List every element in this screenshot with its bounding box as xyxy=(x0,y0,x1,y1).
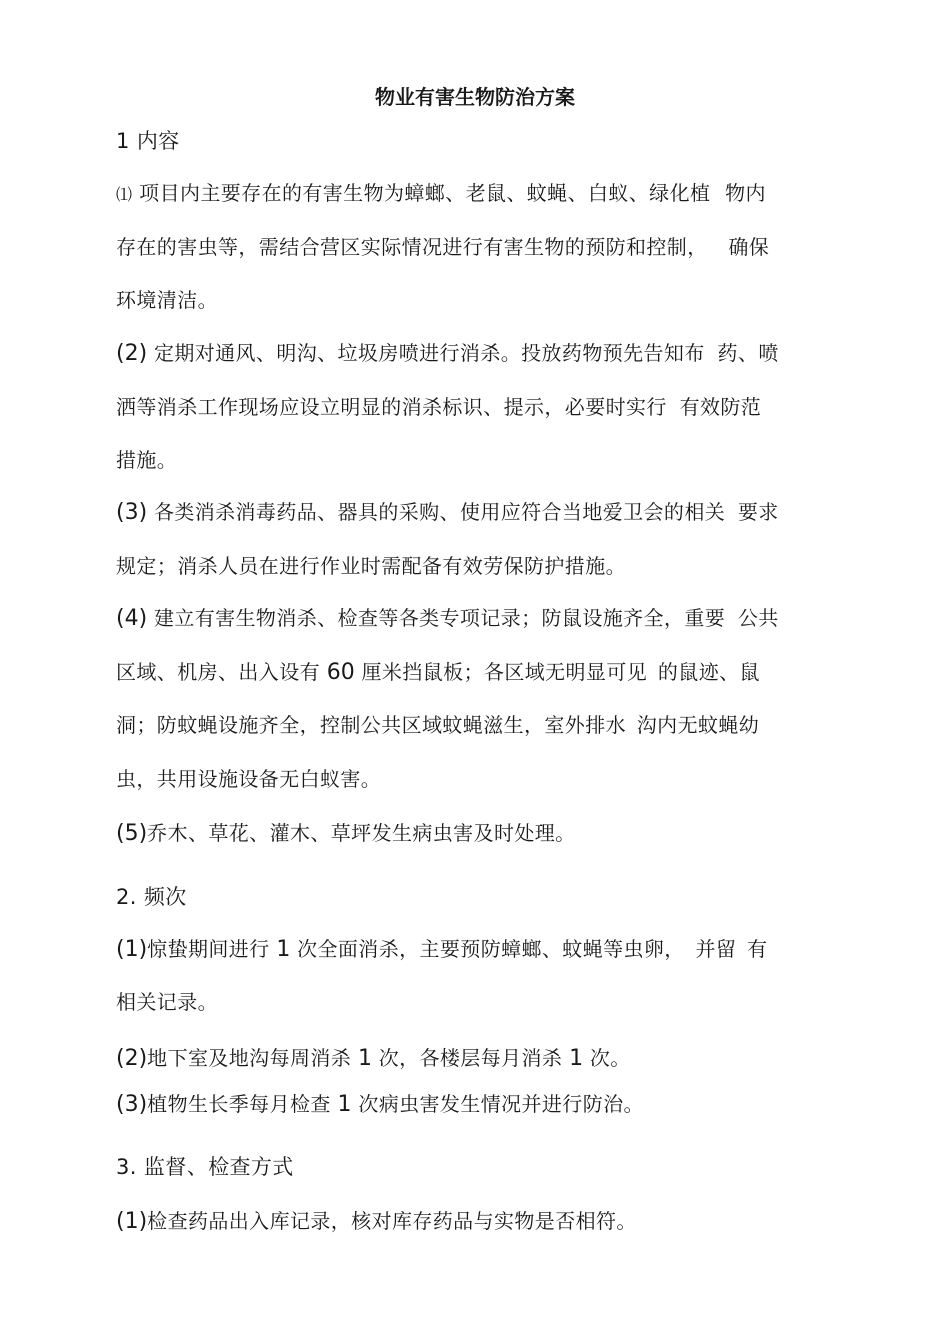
line-text: 措施。 xyxy=(116,448,178,472)
line-text: 物内 xyxy=(725,181,766,205)
item-prefix: ⑴ xyxy=(116,185,133,204)
paragraph-line xyxy=(116,285,846,315)
line-text: 存在的害虫等，需结合营区实际情况进行有害生物的预防和控制， xyxy=(116,235,708,259)
line-text: 次，各楼层每月消杀 xyxy=(378,1046,563,1070)
line-text: 有 xyxy=(747,937,768,961)
line-text: 药、喷 xyxy=(717,341,779,365)
line-text: 地下室及地沟每周消杀 xyxy=(147,1046,352,1070)
line-text: 沟内无蚊蝇幼 xyxy=(636,713,760,737)
line-text: 建立有害生物消杀、检查等各类专项记录；防鼠设施齐全，重要 xyxy=(153,606,726,630)
line-text: 虫，共用设施设备无白蚁害。 xyxy=(116,767,382,791)
line-text: 环境清洁。 xyxy=(116,288,218,312)
line-text: 厘米挡鼠板；各区域无明显可见 xyxy=(361,660,648,684)
paragraph-line xyxy=(116,657,846,688)
item-prefix: (2) xyxy=(116,341,148,366)
line-text: 项目内主要存在的有害生物为蟑螂、老鼠、蚊蝇、白蚁、绿化植 xyxy=(139,181,711,205)
line-number: 1 xyxy=(569,1046,584,1071)
line-text: 相关记录。 xyxy=(116,990,218,1014)
line-text: 各类消杀消毒药品、器具的采购、使用应符合当地爱卫会的相关 xyxy=(153,500,726,524)
paragraph-line xyxy=(116,445,846,475)
line-text: 乔木、草花、灌木、草坪发生病虫害及时处理。 xyxy=(147,821,576,845)
line-text: 次全面消杀，主要预防蟑螂、蚊蝇等虫卵， xyxy=(297,937,685,961)
line-text: 洒等消杀工作现场应设立明显的消杀标识、提示，必要时实行 xyxy=(116,395,667,419)
line-text: 有效防范 xyxy=(679,395,762,419)
line-text: 次病虫害发生情况并进行防治。 xyxy=(358,1092,644,1116)
item-prefix: (3) xyxy=(116,1092,148,1117)
line-text: 检查药品出入库记录，核对库存药品与实物是否相符。 xyxy=(147,1209,637,1233)
line-text: 确保 xyxy=(728,235,770,259)
paragraph-line xyxy=(116,818,846,849)
item-prefix: (5) xyxy=(116,821,148,846)
section-heading-content: 1 内容 xyxy=(116,129,180,153)
paragraph-line xyxy=(116,338,846,369)
line-text: 公共 xyxy=(737,606,779,630)
paragraph-line xyxy=(116,934,846,965)
paragraph-line xyxy=(116,603,846,634)
line-text: 区域、机房、出入设有 xyxy=(116,660,320,684)
item-prefix: (2) xyxy=(116,1046,148,1071)
paragraph-line xyxy=(116,178,846,210)
paragraph-line xyxy=(116,232,846,262)
line-number: 1 xyxy=(337,1092,352,1117)
line-text: 要求 xyxy=(737,500,779,524)
line-text: 惊蛰期间进行 xyxy=(147,937,270,961)
item-prefix: (1) xyxy=(116,1209,148,1234)
item-prefix: (4) xyxy=(116,606,148,631)
paragraph-line xyxy=(116,764,846,794)
paragraph-line xyxy=(116,1206,846,1237)
paragraph-line xyxy=(116,551,846,581)
paragraph-line xyxy=(116,1043,846,1074)
line-text: 定期对通风、明沟、垃圾房喷进行消杀。投放药物预先告知布 xyxy=(153,341,705,365)
section-heading-frequency: 2. 频次 xyxy=(116,885,187,909)
line-text: 并留 xyxy=(695,937,737,961)
paragraph-line xyxy=(116,392,846,422)
paragraph-line xyxy=(116,710,846,740)
line-text: 规定；消杀人员在进行作业时需配备有效劳保防护措施。 xyxy=(116,554,626,578)
document-title: 物业有害生物防治方案 xyxy=(375,85,575,109)
line-text: 次。 xyxy=(589,1046,631,1070)
line-number: 60 xyxy=(326,660,355,685)
paragraph-line xyxy=(116,987,846,1017)
paragraph-line xyxy=(116,497,846,528)
line-text: 植物生长季每月检查 xyxy=(147,1092,331,1116)
line-number: 1 xyxy=(357,1046,372,1071)
paragraph-line xyxy=(116,1089,846,1120)
item-prefix: (1) xyxy=(116,937,148,962)
line-text: 的鼠迹、鼠 xyxy=(657,660,760,684)
section-heading-inspection: 3. 监督、检查方式 xyxy=(116,1155,294,1179)
line-number: 1 xyxy=(276,937,291,962)
line-text: 洞；防蚊蝇设施齐全，控制公共区域蚊蝇滋生，室外排水 xyxy=(116,713,626,737)
item-prefix: (3) xyxy=(116,500,148,525)
